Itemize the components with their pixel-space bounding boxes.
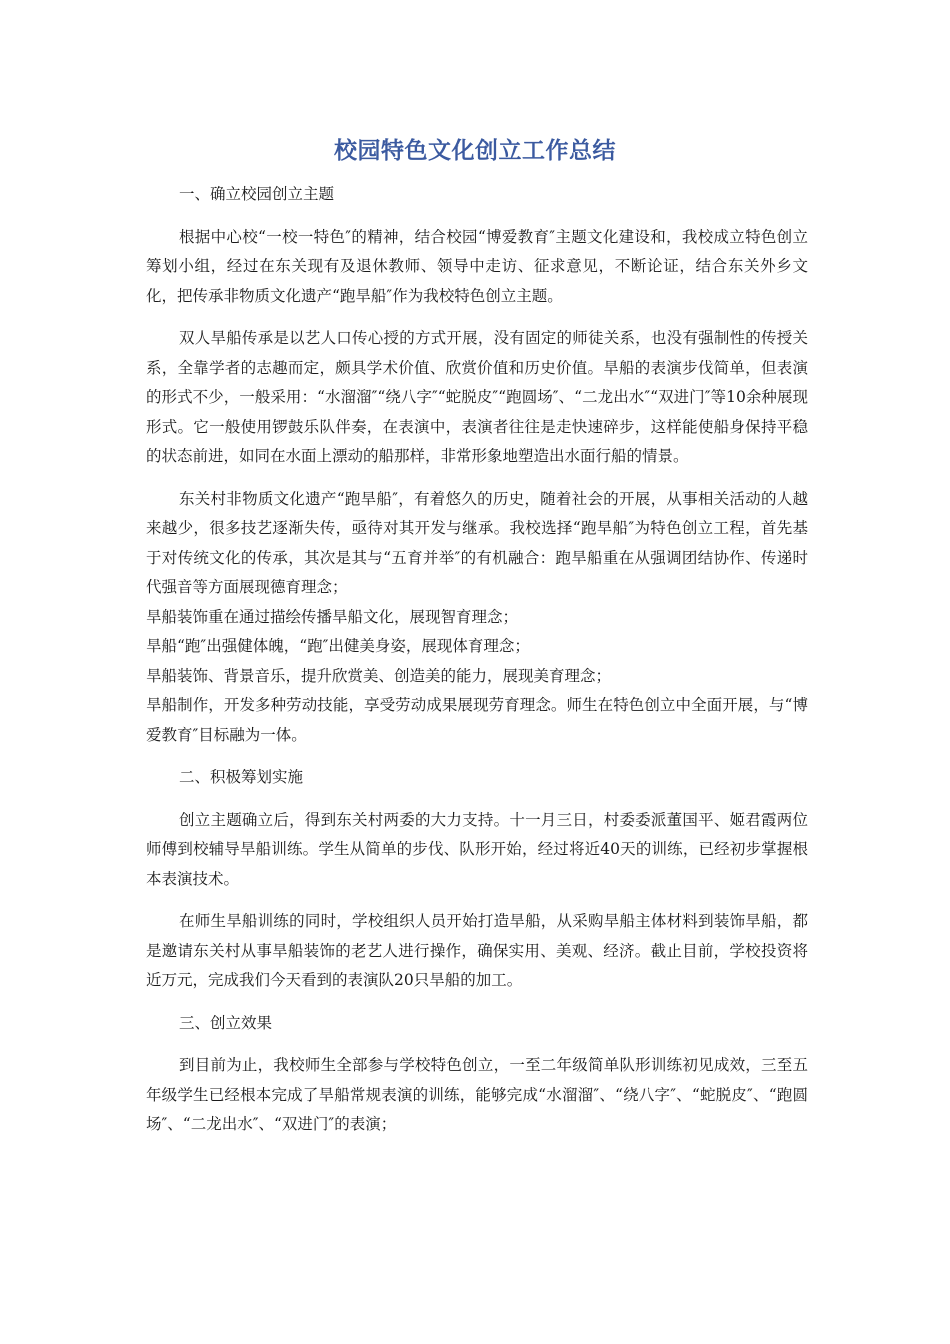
paragraph: 东关村非物质文化遗产“跑旱船″，有着悠久的历史，随着社会的开展，从事相关活动的人越来越少，很多技艺逐渐失传，亟待对其开发与继承。我校选择“跑旱船″为特色创立工程，首先基于对传统文化的传承，其次是其与“五育并举″的有机融合：跑旱船重在从强调团结协作、传递时代强音等方面展现德育理念； [146,489,808,596]
list-line: 旱船“跑″出强健体魄，“跑″出健美身姿，展现体育理念； [146,637,530,655]
section-3 [146,1009,808,1140]
paragraph: 根据中心校“一校一特色″的精神，结合校园“博爱教育″主题文化建设和，我校成立特色创立筹划小组，经过在东关现有及退休教师、领导中走访、征求意见，不断论证，结合东关外乡文化，把传承非物质文化遗产“跑旱船″作为我校特色创立主题。 [146,227,808,305]
section-2 [146,763,808,996]
section-heading: 一、确立校园创立主题 [179,185,335,203]
list-line: 旱船装饰、背景音乐，提升欣赏美、创造美的能力，展现美育理念； [146,666,612,685]
document-title: 校园特色文化创立工作总结 [334,138,616,164]
list-line: 旱船装饰重在通过描绘传播旱船文化，展现智育理念； [146,607,519,626]
section-heading: 三、创立效果 [179,1013,273,1032]
paragraph: 在师生旱船训练的同时，学校组织人员开始打造旱船，从采购旱船主体材料到装饰旱船，都是邀请东关村从事旱船装饰的老艺人进行操作，确保实用、美观、经济。截止目前，学校投资将近万元，完成我们今天看到的表演队20只旱船的加工。 [146,912,808,989]
section-1 [146,180,808,750]
section-heading: 二、积极筹划实施 [179,768,304,786]
document-body [146,180,808,1153]
paragraph: 创立主题确立后，得到东关村两委的大力支持。十一月三日，村委委派董国平、姬君霞两位师傅到校辅导旱船训练。学生从简单的步伐、队形开始，经过将近40天的训练，已经初步掌握根本表演技术。 [146,810,808,888]
paragraph: 双人旱船传承是以艺人口传心授的方式开展，没有固定的师徒关系，也没有强制性的传授关系，全靠学者的志趣而定，颇具学术价值、欣赏价值和历史价值。旱船的表演步伐简单，但表演的形式不少，一般采用：“水溜溜″“绕八字″“蛇脱皮″“跑圆场″、“二龙出水″“双进门″等10余种展现形式。它一般使用锣鼓乐队伴奏，在表演中，表演者往往是走快速碎步，这样能使船身保持平稳的状态前进，如同在水面上漂动的船那样，非常形象地塑造出水面行船的情景。 [146,329,808,465]
list-line: 旱船制作，开发多种劳动技能，享受劳动成果展现劳育理念。师生在特色创立中全面开展，与“博爱教育″目标融为一体。 [146,696,808,744]
paragraph: 到目前为止，我校师生全部参与学校特色创立，一至二年级简单队形训练初见成效，三至五年级学生已经根本完成了旱船常规表演的训练，能够完成“水溜溜″、“绕八字″、“蛇脱皮″、“跑圆场″、“二龙出水″、“双进门″的表演； [146,1056,808,1133]
